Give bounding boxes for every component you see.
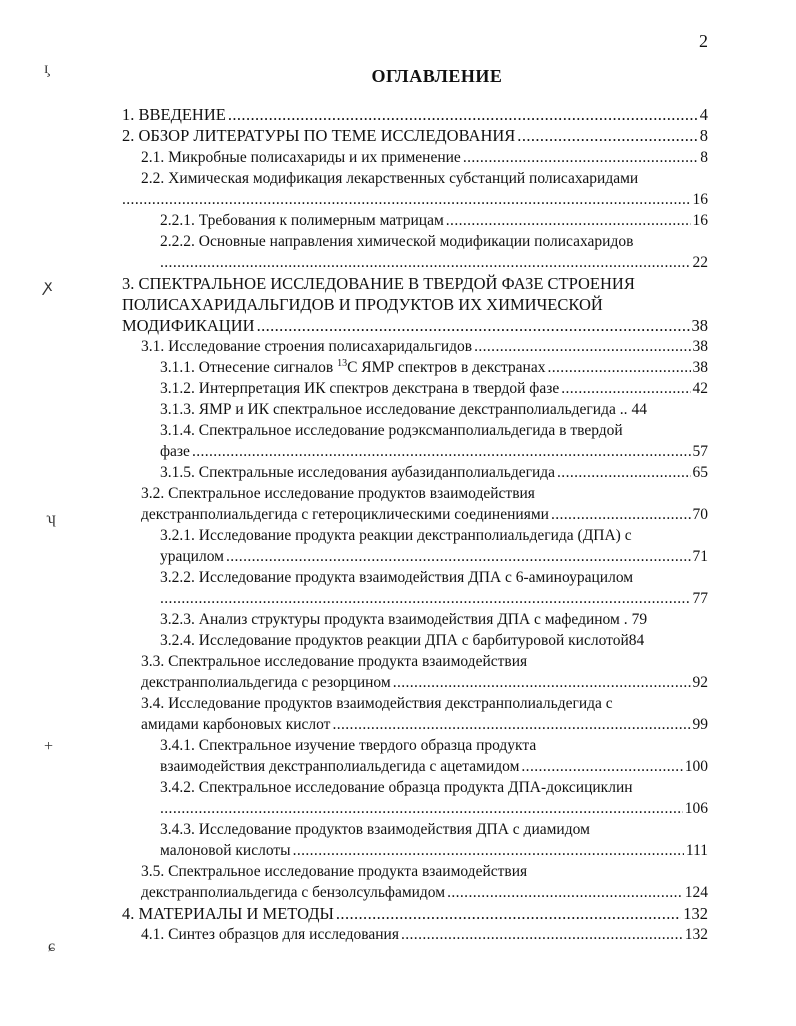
toc-entry[interactable] [122,274,708,294]
toc-entry-page: 44 [631,401,647,418]
toc-entry[interactable] [141,148,708,168]
toc-entry-continuation[interactable] [160,589,708,609]
toc-entry[interactable] [141,862,708,882]
toc-entry-text: 3.1.1. Отнесение сигналов $^{13}$С ЯМР спектров в декстранах [160,358,546,376]
toc-entry-page: 65 [692,464,708,481]
toc-leader [293,841,684,861]
toc-leader [551,505,691,525]
toc-entry[interactable] [122,904,708,924]
toc-entry[interactable] [160,778,708,798]
toc-leader [336,904,681,924]
toc-entry-text: урацилом [160,548,224,565]
toc-entry[interactable] [141,169,708,189]
toc-entry[interactable] [160,568,708,588]
toc-entry-text: амидами карбоновых кислот [141,716,331,733]
toc-entry-continuation[interactable] [160,799,708,819]
margin-mark: ɕ [48,938,56,955]
toc-entry-page: 22 [692,254,708,271]
toc-entry-continuation[interactable] [141,883,708,903]
toc-entry-text: 2. ОБЗОР ЛИТЕРАТУРЫ ПО ТЕМЕ ИССЛЕДОВАНИЯ [122,126,516,145]
toc-entry-text: взаимодействия декстранполиальдегида с ацетамидом [160,758,520,775]
toc-entry[interactable] [160,820,708,840]
toc-entry-page: 42 [692,380,708,397]
toc-entry-page: 100 [684,758,708,775]
toc-entry-page: 8 [699,126,708,145]
toc-entry-continuation[interactable] [141,715,708,735]
toc-leader [160,799,683,819]
toc-entry-page: 70 [692,506,708,523]
toc-entry-text: 4. МАТЕРИАЛЫ И МЕТОДЫ [122,904,334,923]
toc-entry-page: 111 [685,842,708,859]
toc-entry-page: 4 [699,105,708,124]
toc-entry-text: 3.5. Спектральное исследование продукта взаимодействия [141,863,528,880]
toc-entry-continuation[interactable] [160,253,708,273]
toc-entry-page: 38 [692,338,708,355]
toc-leader [160,589,691,609]
page-number: 2 [699,31,708,51]
toc-entry-text: 3.2.1. Исследование продукта реакции декстранполиальдегида (ДПА) с [160,527,632,544]
toc-entry-page: 99 [692,716,708,733]
toc-entry-text: 3.4.1. Спектральное изучение твердого образца продукта [160,737,537,754]
toc-entry-page: 132 [683,904,708,923]
toc-entry-page: 38 [692,359,708,376]
toc-entry[interactable] [141,337,708,357]
toc-entry-text: 1. ВВЕДЕНИЕ [122,105,226,124]
toc-leader [393,673,691,693]
toc-entry[interactable] [122,316,708,336]
toc-entry[interactable] [122,295,708,315]
toc-entry[interactable] [160,358,708,378]
toc-entry-text: 3.2.3. Анализ структуры продукта взаимодействия ДПА с мафедином . [160,611,628,628]
toc-entry[interactable] [160,400,708,420]
toc-entry-continuation[interactable] [160,841,708,861]
toc-entry-page: 106 [684,800,708,817]
toc-entry-text: 2.2.1. Требования к полимерным матрицам [160,212,444,229]
toc-entry-page: 124 [684,884,708,901]
toc-leader [521,757,682,777]
toc-leader [257,316,690,336]
toc-entry-text: 2.2.2. Основные направления химической модификации полисахаридов [160,233,634,250]
margin-mark: ɪ̧ [44,60,49,77]
toc-entry-page: 77 [692,590,708,607]
toc-entry-text: декстранполиальдегида с гетероциклическими соединениями [141,506,549,523]
toc-entry-page: 38 [691,316,708,335]
toc-entry-text: 2.2. Химическая модификация лекарственных субстанций полисахаридами [141,170,639,187]
toc-entry[interactable] [122,105,708,125]
toc-entry-text: 3.1.4. Спектральное исследование родэксманполиальдегида в твердой [160,422,623,439]
toc-entry-continuation[interactable] [160,442,708,462]
toc-entry-page: 92 [692,674,708,691]
toc-entry-text: 3.4.3. Исследование продуктов взаимодействия ДПА с диамидом [160,821,590,838]
toc-entry[interactable] [122,126,708,146]
toc-leader [160,253,691,273]
toc-entry-continuation[interactable] [141,505,708,525]
toc-entry-text: 3.1.2. Интерпретация ИК спектров декстрана в твердой фазе [160,380,560,397]
toc-entry[interactable] [141,925,708,945]
toc-leader [557,463,690,483]
toc-entry[interactable] [141,694,708,714]
toc-leader [474,337,690,357]
toc-entry[interactable] [160,232,708,252]
toc-leader [332,715,690,735]
toc-leader [192,442,691,462]
toc-entry-text: ПОЛИСАХАРИДАЛЬГИДОВ И ПРОДУКТОВ ИХ ХИМИЧЕСКОЙ [122,295,603,314]
toc-entry-page: 8 [700,149,708,166]
toc-leader [561,379,690,399]
toc-leader [401,925,683,945]
toc-entry-text: 3.1.3. ЯМР и ИК спектральное исследование декстранполиальдегида .. [160,401,628,418]
toc-entry-text: декстранполиальдегида с резорцином [141,674,391,691]
toc-entry-text: 3.4. Исследование продуктов взаимодействия декстранполиальдегида с [141,695,613,712]
toc-entry-text: 3.4.2. Спектральное исследование образца продукта ДПА-доксициклин [160,779,633,796]
toc-leader [447,883,683,903]
toc-leader [122,190,691,210]
toc-leader [228,105,698,125]
toc-entry[interactable] [141,484,708,504]
toc-entry-text: 3.1.5. Спектральные исследования аубазиданполиальдегида [160,464,556,481]
margin-mark: + [44,738,54,755]
toc-entry-text: фазе [160,443,190,460]
toc-leader [463,148,698,168]
toc-entry-text: 3.2.4. Исследование продуктов реакции ДПА с барбитуровой кислотой [160,632,629,649]
toc-entry[interactable] [160,463,708,483]
toc-entry-page: 79 [631,611,648,628]
toc-entry[interactable] [160,421,708,441]
toc-leader [226,547,691,567]
toc-entry-page: 132 [684,926,708,943]
toc-leader [517,126,697,146]
toc-entry[interactable] [160,526,708,546]
toc-entry-text: 2.1. Микробные полисахариды и их применение [141,149,461,166]
toc-entry[interactable] [160,736,708,756]
toc-entry-text: 3.3. Спектральное исследование продукта взаимодействия [141,653,528,670]
toc-entry-text: малоновой кислоты [160,842,291,859]
toc-entry-text: 3.1. Исследование строения полисахаридальгидов [141,338,473,355]
toc-leader [547,358,690,378]
toc-entry-text: 4.1. Синтез образцов для исследования [141,926,399,943]
toc-entry-text: 3.2.2. Исследование продукта взаимодействия ДПА с 6-аминоурацилом [160,569,634,586]
toc-entry-page: 16 [692,191,708,208]
toc-entry-page: 16 [692,212,708,229]
toc-entry-text: 3. СПЕКТРАЛЬНОЕ ИССЛЕДОВАНИЕ В ТВЕРДОЙ ФАЗЕ СТРОЕНИЯ [122,274,635,293]
toc-entry-text: 3.2. Спектральное исследование продуктов взаимодействия [141,485,535,502]
toc-entry-continuation[interactable] [160,547,708,567]
margin-mark: ʮ [46,510,56,527]
toc-entry-page: 84 [628,632,645,649]
toc-entry[interactable] [160,610,708,630]
toc-entry[interactable] [160,379,708,399]
toc-title: ОГЛАВЛЕНИЕ [371,66,503,86]
toc-entry-continuation[interactable] [160,757,708,777]
toc-entry[interactable] [160,631,708,651]
margin-mark: ꭗ [44,278,53,295]
toc-entry-text: декстранполиальдегида с бензолсульфамидом [141,884,446,901]
toc-entry-continuation[interactable] [122,190,708,210]
toc-entry-page: 71 [692,548,708,565]
toc-leader [446,211,691,231]
toc-entry-page: 57 [692,443,708,460]
toc-entry[interactable] [160,211,708,231]
toc-entry-text: МОДИФИКАЦИИ [122,316,255,335]
toc-entry-continuation[interactable] [141,673,708,693]
toc-entry[interactable] [141,652,708,672]
